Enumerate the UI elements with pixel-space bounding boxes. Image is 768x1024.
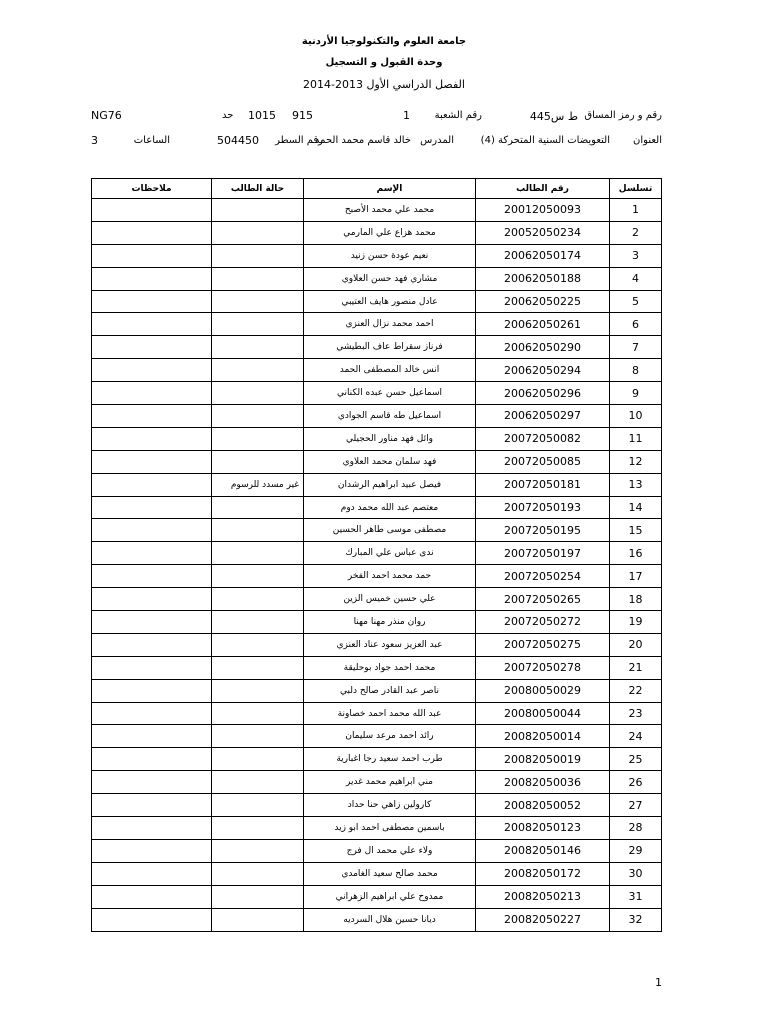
student-id-cell: 20082050227 — [476, 908, 610, 931]
seq-cell: 6 — [610, 313, 662, 336]
name-cell: طرب احمد سعيد رجا اغبارية — [304, 748, 476, 771]
table-row — [92, 496, 662, 519]
name-cell: باسمين مصطفى احمد ابو زيد — [304, 817, 476, 840]
section-value: 1 — [403, 109, 410, 122]
table-row — [92, 908, 662, 931]
title-label: العنوان — [633, 135, 662, 146]
student-id-cell: 20072050082 — [476, 427, 610, 450]
status-cell — [212, 748, 304, 771]
header-name: الإسم — [304, 179, 476, 199]
student-id-cell: 20072050275 — [476, 633, 610, 656]
status-cell — [212, 221, 304, 244]
table-row — [92, 794, 662, 817]
name-cell: كارولين زاهي حنا حداد — [304, 794, 476, 817]
teacher-label: المدرس — [420, 135, 454, 146]
student-id-cell: 20072050195 — [476, 519, 610, 542]
student-id-cell: 20062050261 — [476, 313, 610, 336]
notes-cell — [92, 771, 212, 794]
name-cell: انس خالد المصطفى الحمد — [304, 359, 476, 382]
hours-label: الساعات — [133, 135, 170, 146]
name-cell: مشاري فهد حسن العلاوي — [304, 267, 476, 290]
room: NG76 — [91, 109, 122, 122]
semester-title: الفصل الدراسي الأول 2013-2014 — [303, 78, 465, 91]
table-row — [92, 199, 662, 222]
seq-cell: 16 — [610, 542, 662, 565]
name-cell: عبد الله محمد احمد خصاونة — [304, 702, 476, 725]
status-cell — [212, 496, 304, 519]
table-row — [92, 656, 662, 679]
notes-cell — [92, 862, 212, 885]
name-cell: ممدوح علي ابراهيم الزهراني — [304, 885, 476, 908]
name-cell: فرناز سقراط عاف البطيشي — [304, 336, 476, 359]
student-id-cell: 20052050234 — [476, 221, 610, 244]
seq-cell: 3 — [610, 244, 662, 267]
notes-cell — [92, 519, 212, 542]
notes-cell — [92, 542, 212, 565]
student-id-cell: 20082050172 — [476, 862, 610, 885]
notes-cell — [92, 565, 212, 588]
course-code: ط س445 — [529, 110, 578, 123]
time-from: 915 — [292, 109, 313, 122]
seq-cell: 15 — [610, 519, 662, 542]
student-id-cell: 20082050014 — [476, 725, 610, 748]
name-cell: محمد هزاع علي المارمي — [304, 221, 476, 244]
student-id-cell: 20072050278 — [476, 656, 610, 679]
table-row — [92, 450, 662, 473]
table-row — [92, 519, 662, 542]
status-cell — [212, 656, 304, 679]
notes-cell — [92, 611, 212, 634]
title-value: التعويضات السنية المتحركة (4) — [480, 135, 610, 146]
status-cell — [212, 267, 304, 290]
student-id-cell: 20062050188 — [476, 267, 610, 290]
table-row — [92, 817, 662, 840]
notes-cell — [92, 473, 212, 496]
seq-cell: 4 — [610, 267, 662, 290]
seq-cell: 23 — [610, 702, 662, 725]
seq-cell: 8 — [610, 359, 662, 382]
student-id-cell: 20062050294 — [476, 359, 610, 382]
seq-cell: 31 — [610, 885, 662, 908]
time-to: 1015 — [248, 109, 276, 122]
status-cell — [212, 450, 304, 473]
course-label: رقم و رمز المساق — [584, 110, 662, 121]
notes-cell — [92, 885, 212, 908]
status-cell — [212, 542, 304, 565]
seq-cell: 19 — [610, 611, 662, 634]
notes-cell — [92, 267, 212, 290]
table-row — [92, 885, 662, 908]
notes-cell — [92, 588, 212, 611]
hours-value: 3 — [91, 134, 98, 147]
status-cell — [212, 290, 304, 313]
status-cell — [212, 382, 304, 405]
table-row — [92, 839, 662, 862]
notes-cell — [92, 221, 212, 244]
student-id-cell: 20072050193 — [476, 496, 610, 519]
table-row — [92, 633, 662, 656]
table-row — [92, 473, 662, 496]
table-row — [92, 588, 662, 611]
name-cell: علي حسين خميس الزين — [304, 588, 476, 611]
name-cell: فيصل عبيد ابراهيم الرشدان — [304, 473, 476, 496]
students-table — [91, 178, 662, 932]
table-row — [92, 427, 662, 450]
student-id-cell: 20082050036 — [476, 771, 610, 794]
seq-cell: 24 — [610, 725, 662, 748]
notes-cell — [92, 313, 212, 336]
status-cell — [212, 359, 304, 382]
name-cell: روان منذر مهنا مهنا — [304, 611, 476, 634]
header-seq: تسلسل — [610, 179, 662, 199]
seq-cell: 5 — [610, 290, 662, 313]
status-cell — [212, 313, 304, 336]
student-id-cell: 20072050085 — [476, 450, 610, 473]
student-id-cell: 20072050197 — [476, 542, 610, 565]
status-cell — [212, 633, 304, 656]
seq-cell: 26 — [610, 771, 662, 794]
table-row — [92, 382, 662, 405]
page-number: 1 — [655, 976, 662, 989]
table-row — [92, 267, 662, 290]
notes-cell — [92, 839, 212, 862]
seq-cell: 20 — [610, 633, 662, 656]
name-cell: ولاء علي محمد ال فرج — [304, 839, 476, 862]
seq-cell: 7 — [610, 336, 662, 359]
student-id-cell: 20082050019 — [476, 748, 610, 771]
notes-cell — [92, 679, 212, 702]
notes-cell — [92, 794, 212, 817]
seq-cell: 29 — [610, 839, 662, 862]
seq-cell: 25 — [610, 748, 662, 771]
header-status: حالة الطالب — [212, 179, 304, 199]
notes-cell — [92, 748, 212, 771]
status-cell — [212, 679, 304, 702]
section-label: رقم الشعبة — [434, 110, 482, 121]
status-cell — [212, 588, 304, 611]
name-cell: رائد احمد مرعد سليمان — [304, 725, 476, 748]
student-id-cell: 20072050272 — [476, 611, 610, 634]
table-row — [92, 725, 662, 748]
notes-cell — [92, 725, 212, 748]
status-cell — [212, 862, 304, 885]
notes-cell — [92, 633, 212, 656]
seq-cell: 32 — [610, 908, 662, 931]
student-id-cell: 20080050044 — [476, 702, 610, 725]
notes-cell — [92, 336, 212, 359]
seq-cell: 21 — [610, 656, 662, 679]
name-cell: ندى عباس علي المبارك — [304, 542, 476, 565]
status-cell — [212, 611, 304, 634]
table-row — [92, 748, 662, 771]
seq-cell: 17 — [610, 565, 662, 588]
line-label: رقم السطر — [275, 135, 323, 146]
line-value: 504450 — [217, 134, 259, 147]
name-cell: عادل منصور هايف العتيبي — [304, 290, 476, 313]
status-cell — [212, 336, 304, 359]
teacher-value: خالد قاسم محمد الحمد — [314, 135, 411, 146]
name-cell: محمد علي محمد الأصبح — [304, 199, 476, 222]
notes-cell — [92, 450, 212, 473]
notes-cell — [92, 908, 212, 931]
student-id-cell: 20082050146 — [476, 839, 610, 862]
student-id-cell: 20082050052 — [476, 794, 610, 817]
student-id-cell: 20082050123 — [476, 817, 610, 840]
header-notes: ملاحظات — [92, 179, 212, 199]
status-cell — [212, 885, 304, 908]
seq-cell: 22 — [610, 679, 662, 702]
table-row — [92, 244, 662, 267]
notes-cell — [92, 405, 212, 428]
student-id-cell: 20062050290 — [476, 336, 610, 359]
student-id-cell: 20072050254 — [476, 565, 610, 588]
seq-cell: 9 — [610, 382, 662, 405]
student-id-cell: 20072050181 — [476, 473, 610, 496]
name-cell: عبد العزيز سعود عناد العنزي — [304, 633, 476, 656]
name-cell: وائل فهد مناور الحجيلي — [304, 427, 476, 450]
name-cell: اسماعيل حسن عبده الكناني — [304, 382, 476, 405]
notes-cell — [92, 817, 212, 840]
status-cell — [212, 199, 304, 222]
status-cell — [212, 839, 304, 862]
seq-cell: 30 — [610, 862, 662, 885]
name-cell: معتصم عبد الله محمد دوم — [304, 496, 476, 519]
seq-cell: 12 — [610, 450, 662, 473]
table-row — [92, 336, 662, 359]
seq-cell: 13 — [610, 473, 662, 496]
notes-cell — [92, 656, 212, 679]
name-cell: محمد صالح سعيد الغامدي — [304, 862, 476, 885]
table-row — [92, 359, 662, 382]
status-cell — [212, 702, 304, 725]
table-row — [92, 405, 662, 428]
student-id-cell: 20062050225 — [476, 290, 610, 313]
seq-cell: 14 — [610, 496, 662, 519]
table-row — [92, 542, 662, 565]
table-row — [92, 702, 662, 725]
notes-cell — [92, 290, 212, 313]
name-cell: مصطفى موسى طاهر الحسين — [304, 519, 476, 542]
status-cell — [212, 244, 304, 267]
notes-cell — [92, 199, 212, 222]
name-cell: مني ابراهيم محمد غدير — [304, 771, 476, 794]
status-cell — [212, 817, 304, 840]
seq-cell: 18 — [610, 588, 662, 611]
days: حد — [222, 110, 234, 121]
seq-cell: 11 — [610, 427, 662, 450]
name-cell: نعيم عودة حسن زنيد — [304, 244, 476, 267]
table-header-row — [92, 179, 662, 199]
student-id-cell: 20062050297 — [476, 405, 610, 428]
name-cell: حمد محمد احمد الفخر — [304, 565, 476, 588]
name-cell: ديانا حسين هلال السرديه — [304, 908, 476, 931]
status-cell — [212, 427, 304, 450]
seq-cell: 10 — [610, 405, 662, 428]
status-cell — [212, 771, 304, 794]
table-row — [92, 221, 662, 244]
table-row — [92, 313, 662, 336]
name-cell: اسماعيل طه قاسم الجوادي — [304, 405, 476, 428]
notes-cell — [92, 244, 212, 267]
notes-cell — [92, 382, 212, 405]
name-cell: ناصر عبد القادر صالح دلبي — [304, 679, 476, 702]
seq-cell: 27 — [610, 794, 662, 817]
table-row — [92, 862, 662, 885]
seq-cell: 2 — [610, 221, 662, 244]
status-cell: غير مسدد للرسوم — [212, 473, 304, 496]
notes-cell — [92, 702, 212, 725]
name-cell: فهد سلمان محمد العلاوي — [304, 450, 476, 473]
seq-cell: 28 — [610, 817, 662, 840]
name-cell: محمد احمد جواد بوحليقة — [304, 656, 476, 679]
university-name: جامعة العلوم والتكنولوجيا الأردنية — [301, 36, 467, 47]
notes-cell — [92, 427, 212, 450]
table-row — [92, 565, 662, 588]
table-row — [92, 771, 662, 794]
notes-cell — [92, 359, 212, 382]
status-cell — [212, 565, 304, 588]
admissions-unit: وحدة القبول و التسجيل — [325, 57, 443, 68]
name-cell: احمد محمد نزال العنزي — [304, 313, 476, 336]
status-cell — [212, 794, 304, 817]
student-id-cell: 20082050213 — [476, 885, 610, 908]
student-id-cell: 20012050093 — [476, 199, 610, 222]
student-id-cell: 20062050174 — [476, 244, 610, 267]
notes-cell — [92, 496, 212, 519]
status-cell — [212, 519, 304, 542]
status-cell — [212, 908, 304, 931]
table-row — [92, 290, 662, 313]
table-row — [92, 611, 662, 634]
student-id-cell: 20062050296 — [476, 382, 610, 405]
status-cell — [212, 405, 304, 428]
status-cell — [212, 725, 304, 748]
header-student-id: رقم الطالب — [476, 179, 610, 199]
student-id-cell: 20072050265 — [476, 588, 610, 611]
table-row — [92, 679, 662, 702]
student-id-cell: 20080050029 — [476, 679, 610, 702]
seq-cell: 1 — [610, 199, 662, 222]
